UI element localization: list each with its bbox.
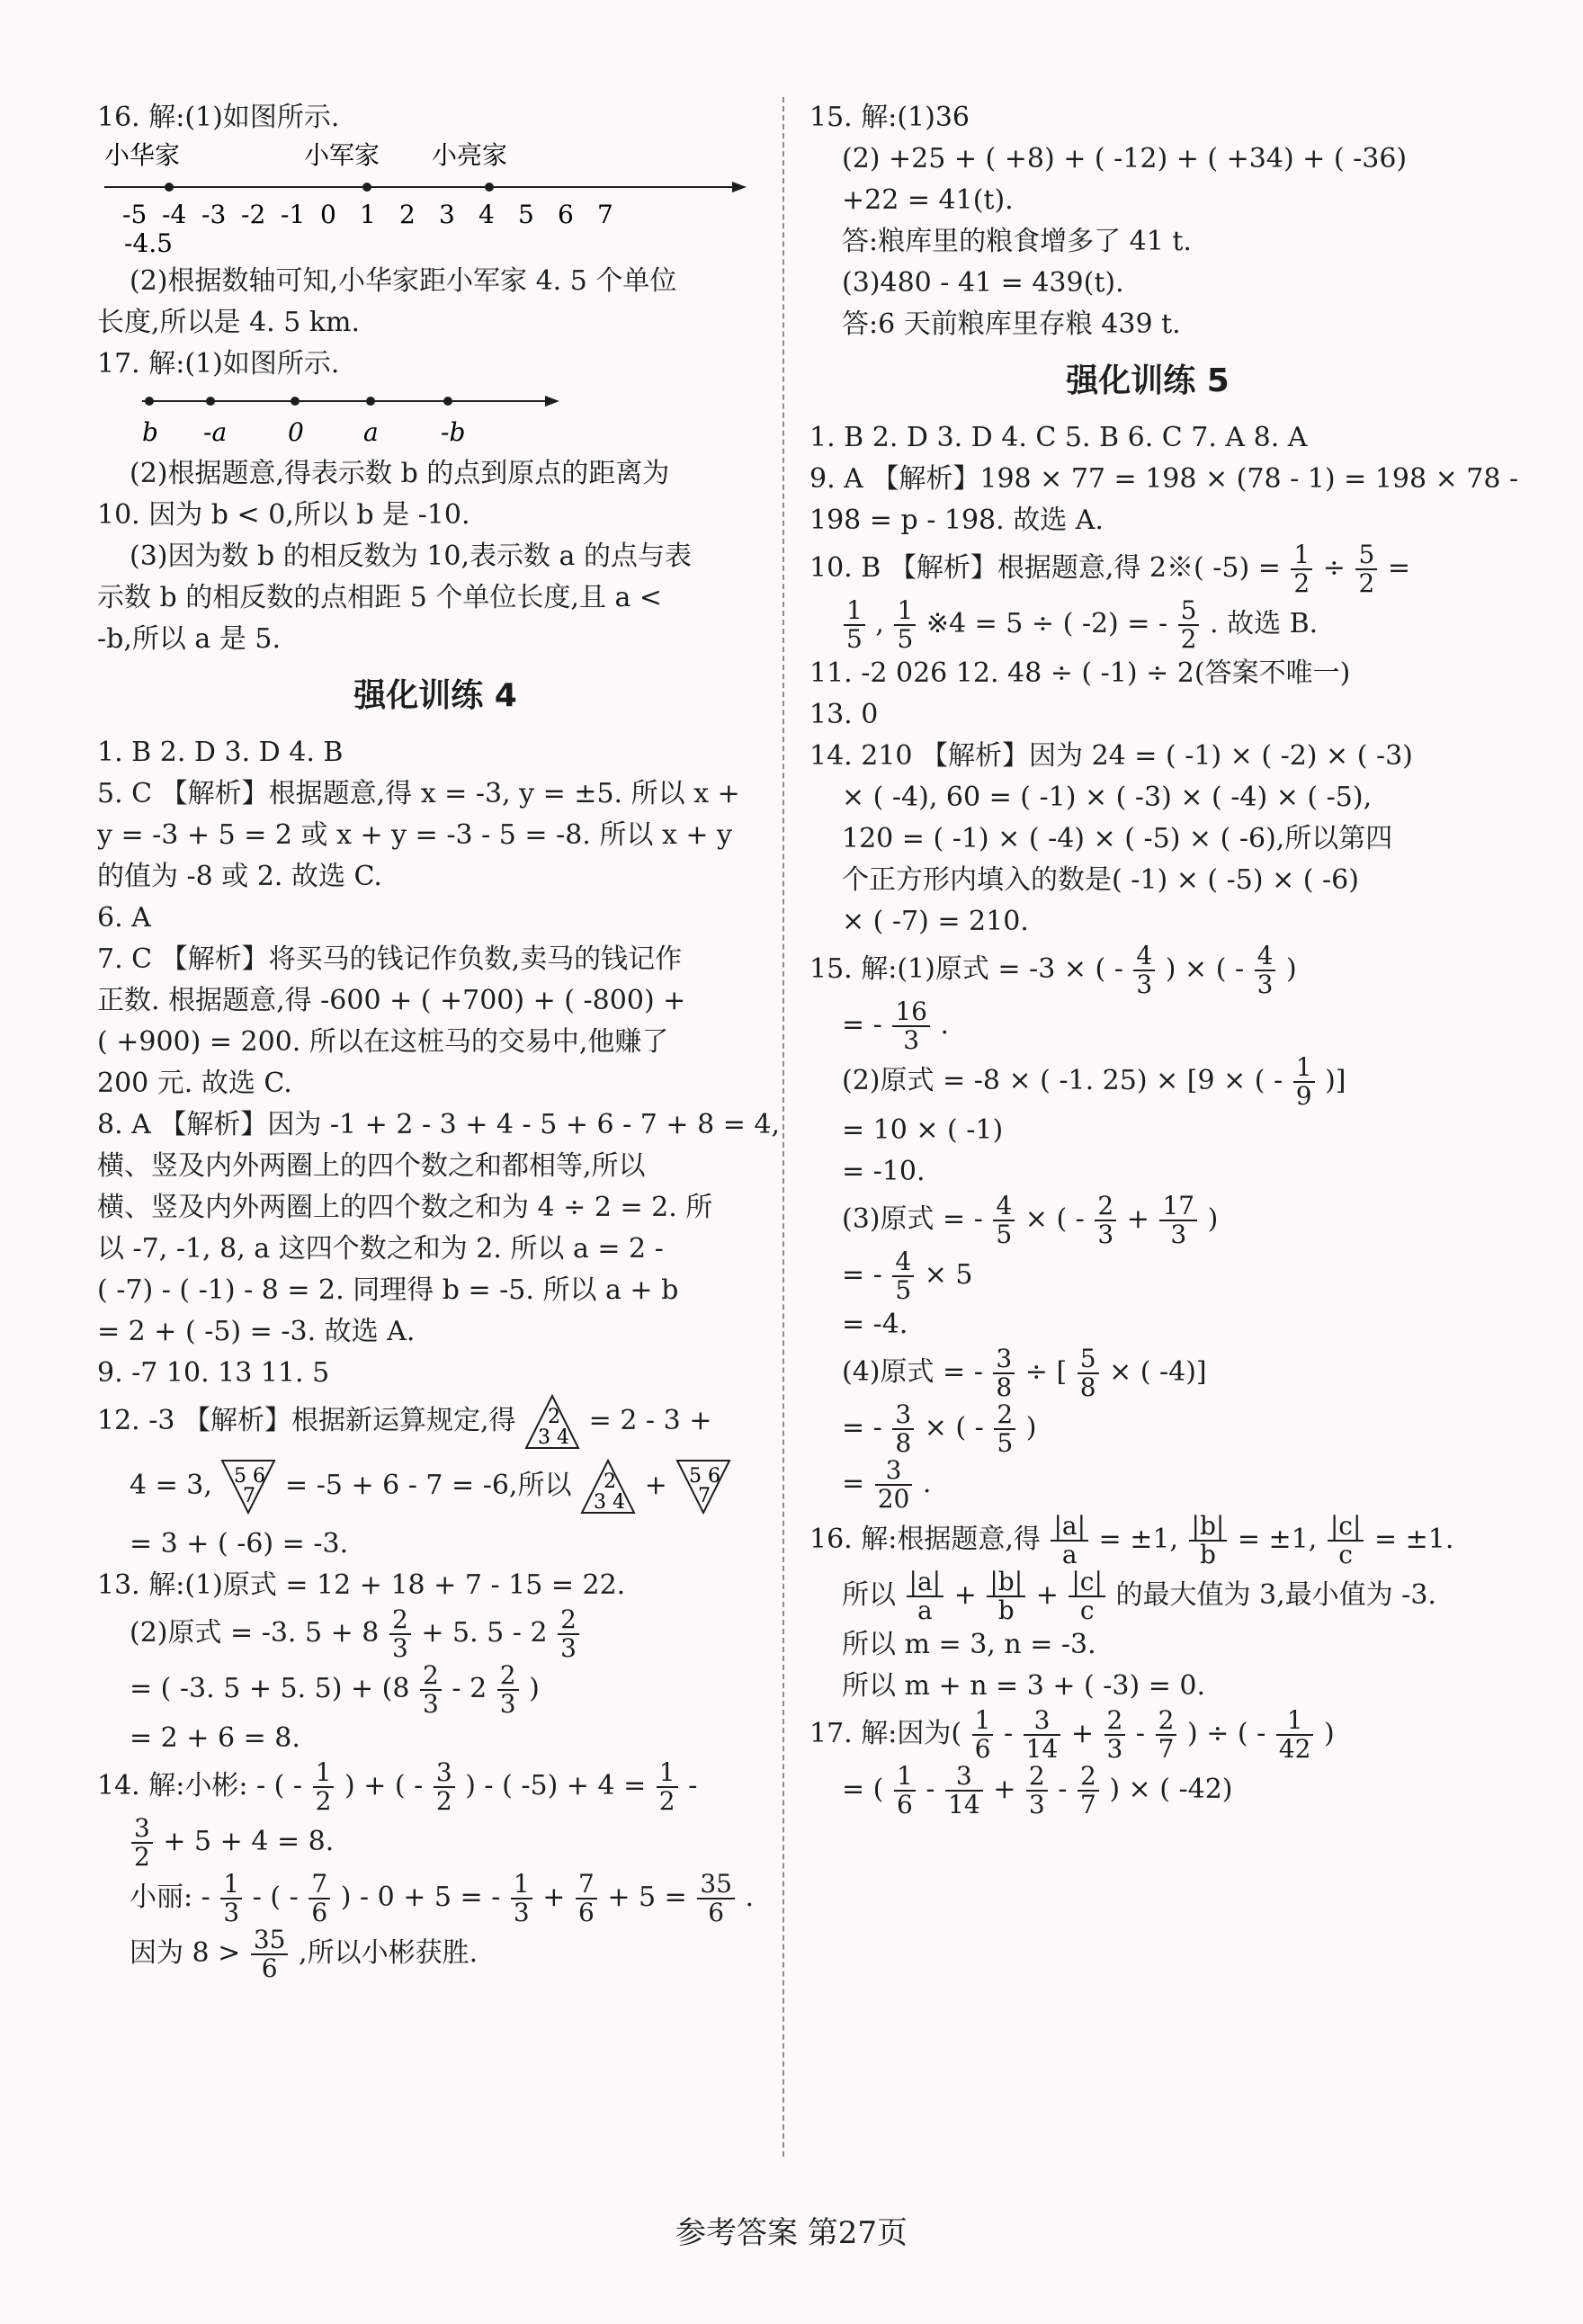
q13-l2b: + 5. 5 - 2 <box>421 1617 548 1649</box>
q15-a1: 15. 解:(1)原式 = -3 × ( - <box>809 953 1123 985</box>
fraction: $\frac{2}{3}$ <box>1105 1707 1126 1763</box>
q14-d2: ,所以小彬获胜. <box>299 1937 478 1969</box>
q13-l3c: ) <box>529 1673 540 1704</box>
fraction: $\frac{16}{3}$ <box>892 998 930 1054</box>
tri1-top: 2 <box>548 1406 561 1428</box>
right-column <box>809 97 1519 1819</box>
fraction: $\frac{1}{2}$ <box>313 1759 335 1815</box>
q15-j1: = <box>842 1468 865 1499</box>
fraction: $\frac{1}{5}$ <box>894 597 916 653</box>
axis-point-label: 0 <box>288 417 304 447</box>
tick-label: 5 <box>518 200 534 229</box>
fraction: $\frac{|c|}{c}$ <box>1069 1569 1105 1624</box>
fraction: $\frac{2}{3}$ <box>1026 1763 1048 1819</box>
label-minus-4-5: -4.5 <box>124 228 173 257</box>
s4-line: 5. C 【解析】根据题意,得 x = -3, y = ±5. 所以 x + <box>97 778 740 809</box>
q10-b: ÷ <box>1322 552 1346 584</box>
answer-12-line2 <box>97 1459 774 1524</box>
q16-b4: 的最大值为 3,最小值为 -3. <box>1115 1579 1436 1611</box>
axis-point-label: -b <box>441 417 466 447</box>
fraction: $\frac{2}{3}$ <box>1095 1193 1116 1248</box>
answer-15-line6 <box>809 1193 1486 1248</box>
s4-line: ( +900) = 200. 所以在这桩马的交易中,他赚了 <box>97 1026 669 1058</box>
q14-c2: - ( - <box>252 1882 299 1913</box>
q15-j2: . <box>922 1468 932 1499</box>
q15-i3: ) <box>1025 1412 1037 1444</box>
fraction: $\frac{|b|}{b}$ <box>987 1569 1025 1624</box>
q17-a2: - <box>1003 1718 1014 1749</box>
q14-c6: . <box>745 1882 755 1913</box>
tri1-bottom: 3 4 <box>538 1426 570 1449</box>
fraction: $\frac{35}{6}$ <box>697 1871 735 1926</box>
fraction: $\frac{7}{6}$ <box>576 1871 597 1926</box>
q14-d1: 因为 8 > <box>130 1937 241 1969</box>
fraction: $\frac{3}{20}$ <box>875 1457 913 1513</box>
q14-c3: ) - 0 + 5 = - <box>340 1882 501 1913</box>
tick-label: 2 <box>399 200 416 229</box>
fraction: $\frac{17}{3}$ <box>1159 1193 1197 1248</box>
q14-b1: + 5 + 4 = 8. <box>163 1826 335 1857</box>
fraction: $\frac{1}{6}$ <box>972 1707 994 1763</box>
axis-arrow-icon <box>732 182 747 192</box>
q15-h2: ÷ [ <box>1024 1356 1068 1388</box>
column-divider <box>783 97 784 2157</box>
answer-15-line2 <box>809 998 1486 1054</box>
q12-text2: = 2 - 3 + <box>588 1405 712 1436</box>
answer-16-line2: (2)根据数轴可知,小华家距小军家 4. 5 个单位 <box>130 265 677 297</box>
fraction: $\frac{1}{5}$ <box>844 597 865 653</box>
q16-b3: + <box>1035 1579 1059 1611</box>
q16-b2: + <box>953 1579 977 1611</box>
fraction: $\frac{|a|}{a}$ <box>907 1569 944 1624</box>
fraction: $\frac{4}{5}$ <box>892 1248 914 1304</box>
section4-lines <box>97 732 781 1394</box>
r15-line: 15. 解:(1)36 <box>809 102 970 133</box>
answer-16r-line2 <box>809 1569 1486 1624</box>
triangle-down-2 <box>675 1459 731 1515</box>
s4-line: 横、竖及内外两圈上的四个数之和为 4 ÷ 2 = 2. 所 <box>97 1192 713 1223</box>
q17-a3: + <box>1070 1718 1094 1749</box>
fraction: $\frac{3}{14}$ <box>945 1763 983 1819</box>
s4-line: 1. B 2. D 3. D 4. B <box>97 737 344 768</box>
q17-b4: - <box>1058 1774 1068 1805</box>
point-xiaohua <box>165 183 174 192</box>
fraction: $\frac{4}{5}$ <box>993 1193 1015 1248</box>
q10-f: . 故选 B. <box>1210 608 1319 639</box>
q14-c4: + <box>542 1882 566 1913</box>
r15-line: (3)480 - 41 = 439(t). <box>842 267 1124 299</box>
answer-17-line1: 17. 解:(1)如图所示. <box>97 348 340 380</box>
q16-b1: 所以 <box>842 1579 896 1611</box>
answer-16r-line1 <box>809 1513 1486 1569</box>
q17-b2: - <box>926 1774 935 1805</box>
answer-15-line8: = -4. <box>842 1309 908 1340</box>
s4-line: 正数. 根据题意,得 -600 + ( +700) + ( -800) + <box>97 985 686 1016</box>
point-xiaoliang <box>485 183 494 192</box>
q17-b5: ) × ( -42) <box>1109 1774 1233 1805</box>
s5-line: 9. A 【解析】198 × 77 = 198 × (78 - 1) = 198 × 78 - <box>809 463 1519 495</box>
tri4-bottom: 7 <box>698 1485 711 1507</box>
tick-label: 1 <box>360 200 376 229</box>
q15-a2: ) × ( - <box>1165 953 1245 985</box>
tick-label: -4 <box>162 200 187 229</box>
fraction: $\frac{3}{8}$ <box>892 1401 914 1457</box>
answer-16r-line4: 所以 m + n = 3 + ( -3) = 0. <box>842 1670 1206 1702</box>
s4-line: 横、竖及内外两圈上的四个数之和都相等,所以 <box>97 1150 646 1182</box>
s4-line: = 2 + ( -5) = -3. 故选 A. <box>97 1316 416 1347</box>
s5b-line: 个正方形内填入的数是( -1) × ( -5) × ( -6) <box>842 864 1359 896</box>
s4-line: ( -7) - ( -1) - 8 = 2. 同理得 b = -5. 所以 a + b <box>97 1274 679 1306</box>
fraction: $\frac{3}{8}$ <box>993 1345 1015 1401</box>
axis-point <box>366 397 375 406</box>
r15-line: 答:6 天前粮库里存粮 439 t. <box>842 308 1181 340</box>
q16-a3: = ±1, <box>1237 1524 1318 1555</box>
s4-line: 8. A 【解析】因为 -1 + 2 - 3 + 4 - 5 + 6 - 7 + 8 = 4, <box>97 1109 781 1140</box>
fraction: $\frac{1}{3}$ <box>511 1871 532 1926</box>
answer-13-line2 <box>97 1606 774 1662</box>
q15-c2: )] <box>1325 1065 1346 1096</box>
s4-line: 7. C 【解析】将买马的钱记作负数,卖马的钱记作 <box>97 943 683 975</box>
q14-a2: ) + ( - <box>344 1770 424 1801</box>
tick-label: 6 <box>558 200 574 229</box>
answer-13-line1: 13. 解:(1)原式 = 12 + 18 + 7 - 15 = 22. <box>97 1569 626 1601</box>
q16-a4: = ±1. <box>1373 1524 1454 1555</box>
answer-15-line3 <box>809 1054 1486 1110</box>
axis-point <box>206 397 215 406</box>
fraction: $\frac{1}{9}$ <box>1293 1054 1315 1110</box>
tri2-bottom: 7 <box>243 1485 256 1507</box>
tick-label: 7 <box>597 200 613 229</box>
s4-line: y = -3 + 5 = 2 或 x + y = -3 - 5 = -8. 所以 x + y <box>97 819 732 851</box>
triangle-up-2 <box>580 1459 636 1515</box>
q12-text1: 12. -3 【解析】根据新运算规定,得 <box>97 1405 516 1436</box>
s5b-line: × ( -4), 60 = ( -1) × ( -3) × ( -4) × ( -5), <box>842 782 1373 813</box>
q15-e2: × 5 <box>924 1259 973 1291</box>
q13-l3b: - 2 <box>452 1673 487 1704</box>
answer-16r-line3: 所以 m = 3, n = -3. <box>842 1629 1096 1660</box>
answer-10-line1 <box>809 541 1486 597</box>
fraction: $\frac{5}{8}$ <box>1078 1345 1099 1401</box>
q17-b3: + <box>993 1774 1016 1805</box>
axis-ticks <box>122 200 613 229</box>
tick-label: -5 <box>122 200 148 229</box>
fraction: $\frac{1}{2}$ <box>657 1759 678 1815</box>
fraction: $\frac{4}{3}$ <box>1255 943 1276 998</box>
axis-point <box>291 397 300 406</box>
q15-b2: . <box>940 1009 950 1041</box>
section-heading-5: 强化训练 5 <box>1066 362 1230 399</box>
q13-l3a: = ( -3. 5 + 5. 5) + (8 <box>130 1673 410 1704</box>
triangle-down-1 <box>220 1459 276 1515</box>
r15-line: +22 = 41(t). <box>842 184 1014 216</box>
r15-line: (2) +25 + ( +8) + ( -12) + ( +34) + ( -36) <box>842 143 1408 174</box>
fraction: $\frac{2}{7}$ <box>1078 1763 1099 1819</box>
s5-line: 1. B 2. D 3. D 4. C 5. B 6. C 7. A 8. A <box>809 422 1308 453</box>
q15-b1: = - <box>842 1009 882 1041</box>
answer-14-line3 <box>97 1871 774 1926</box>
answer-16-line1: 16. 解:(1)如图所示. <box>97 102 340 133</box>
fraction: $\frac{3}{2}$ <box>131 1815 153 1871</box>
q17-a4: - <box>1135 1718 1146 1749</box>
q15-a3: ) <box>1286 953 1297 985</box>
q10-e: ※4 = 5 ÷ ( -2) = - <box>926 608 1168 639</box>
answer-17-line6: -b,所以 a 是 5. <box>97 623 281 655</box>
fraction: $\frac{2}{3}$ <box>420 1662 442 1718</box>
q15-d1: (3)原式 = - <box>842 1203 983 1235</box>
q15-c1: (2)原式 = -8 × ( -1. 25) × [9 × ( - <box>842 1065 1283 1096</box>
q17-b1: = ( <box>842 1774 884 1805</box>
fraction: $\frac{1}{3}$ <box>220 1871 242 1926</box>
left-column <box>97 97 781 1983</box>
q12-text4: = -5 + 6 - 7 = -6,所以 <box>285 1470 572 1501</box>
q15-i1: = - <box>842 1412 882 1444</box>
answer-15-line11 <box>809 1457 1486 1513</box>
tri2-top: 5 6 <box>234 1465 266 1488</box>
q16-a2: = ±1, <box>1098 1524 1178 1555</box>
axis-point-label: -a <box>203 417 228 447</box>
section-heading-4: 强化训练 4 <box>353 677 517 714</box>
fraction: $\frac{3}{14}$ <box>1024 1707 1061 1763</box>
q14-a1: 14. 解:小彬: - ( - <box>97 1770 303 1801</box>
tick-label: -2 <box>241 200 266 229</box>
q17-a6: ) <box>1324 1718 1335 1749</box>
q10-d: , <box>875 608 884 639</box>
axis-point <box>443 397 452 406</box>
fraction: $\frac{|b|}{b}$ <box>1189 1513 1228 1569</box>
tick-label: -1 <box>281 200 306 229</box>
tick-label: 4 <box>478 200 495 229</box>
s4-line: 以 -7, -1, 8, a 这四个数之和为 2. 所以 a = 2 - <box>97 1233 664 1265</box>
answer-14-line2 <box>97 1815 774 1871</box>
fraction: $\frac{2}{5}$ <box>994 1401 1015 1457</box>
s5b-line: 120 = ( -1) × ( -4) × ( -5) × ( -6),所以第四 <box>842 823 1393 854</box>
fraction: $\frac{2}{3}$ <box>558 1606 579 1662</box>
axis-point-label: b <box>142 417 158 447</box>
fraction: $\frac{7}{6}$ <box>309 1871 330 1926</box>
fraction: $\frac{2}{3}$ <box>389 1606 411 1662</box>
fraction: $\frac{1}{6}$ <box>894 1763 916 1819</box>
axis-point-label: a <box>363 417 379 447</box>
fraction: $\frac{2}{7}$ <box>1156 1707 1177 1763</box>
number-line-16 <box>97 140 763 257</box>
q12-text3: 4 = 3, <box>130 1470 212 1501</box>
q10-c: = <box>1387 552 1410 584</box>
tick-label: 0 <box>320 200 336 229</box>
label-xiaojun: 小军家 <box>304 140 380 170</box>
q15-h1: (4)原式 = - <box>842 1356 983 1388</box>
tri4-top: 5 6 <box>689 1465 721 1488</box>
answer-13-line4: = 2 + 6 = 8. <box>130 1722 300 1754</box>
number-line-17 <box>97 387 763 450</box>
q15-d2: × ( - <box>1024 1203 1085 1235</box>
answer-16-line3: 长度,所以是 4. 5 km. <box>97 307 361 338</box>
fraction: $\frac{|c|}{c}$ <box>1328 1513 1364 1569</box>
q16-a1: 16. 解:根据题意,得 <box>809 1524 1041 1555</box>
answer-17-line4: (3)因为数 b 的相反数为 10,表示数 a 的点与表 <box>130 541 692 572</box>
answer-14-line4 <box>97 1926 774 1982</box>
answer-13-line3 <box>97 1662 774 1718</box>
r15-line: 答:粮库里的粮食增多了 41 t. <box>842 226 1192 257</box>
fraction: $\frac{1}{42}$ <box>1276 1707 1314 1763</box>
tick-label: 3 <box>439 200 455 229</box>
q13-l2a: (2)原式 = -3. 5 + 8 <box>130 1617 380 1649</box>
s4-line: 200 元. 故选 C. <box>97 1068 292 1099</box>
axis-points <box>142 397 465 447</box>
q15-d3: + <box>1126 1203 1149 1235</box>
answer-14-line1 <box>97 1759 774 1815</box>
s5b-line: 14. 210 【解析】因为 24 = ( -1) × ( -2) × ( -3) <box>809 740 1413 772</box>
q15-h3: × ( -4)] <box>1109 1356 1207 1388</box>
answer-15-line4: = 10 × ( -1) <box>842 1114 1004 1146</box>
q14-c1: 小丽: - <box>130 1882 210 1913</box>
fraction: $\frac{5}{2}$ <box>1355 541 1377 597</box>
answer-17r-line1 <box>809 1707 1486 1763</box>
s5-line: 198 = p - 198. 故选 A. <box>809 505 1104 536</box>
q14-c5: + 5 = <box>607 1882 687 1913</box>
answer-15-line7 <box>809 1248 1486 1304</box>
q15-e1: = - <box>842 1259 882 1291</box>
answer-17-line2: (2)根据题意,得表示数 b 的点到原点的距离为 <box>130 458 670 489</box>
fraction: $\frac{1}{2}$ <box>1291 541 1312 597</box>
tri3-top: 2 <box>604 1470 617 1493</box>
q14-a4: - <box>688 1770 698 1801</box>
q15-d4: ) <box>1207 1203 1219 1235</box>
tick-label: -3 <box>201 200 227 229</box>
q14-a3: ) - ( -5) + 4 = <box>465 1770 647 1801</box>
q17-a1: 17. 解:因为( <box>809 1718 962 1749</box>
fraction: $\frac{3}{2}$ <box>434 1759 455 1815</box>
s5b-line: × ( -7) = 210. <box>842 906 1029 937</box>
fraction: $\frac{|a|}{a}$ <box>1051 1513 1088 1569</box>
s4-line: 6. A <box>97 902 151 934</box>
s5b-line: 13. 0 <box>809 699 879 730</box>
fraction: $\frac{5}{2}$ <box>1178 597 1200 653</box>
s4-line: 9. -7 10. 13 11. 5 <box>97 1357 330 1389</box>
axis-arrow-icon <box>545 396 559 407</box>
q17-a5: ) ÷ ( - <box>1186 1718 1266 1749</box>
answer-15-line10 <box>809 1401 1486 1457</box>
answer-15-line5: = -10. <box>842 1156 926 1187</box>
label-xiaohua: 小华家 <box>104 140 181 170</box>
q15-i2: × ( - <box>924 1412 984 1444</box>
answer-17-line5: 示数 b 的相反数的点相距 5 个单位长度,且 a < <box>97 582 663 613</box>
answer-15-line1 <box>809 943 1486 998</box>
answer-17-line3: 10. 因为 b < 0,所以 b 是 -10. <box>97 499 470 531</box>
s5b-line: 11. -2 026 12. 48 ÷ ( -1) ÷ 2(答案不唯一) <box>809 657 1351 689</box>
point-xiaojun <box>362 183 371 192</box>
answer-15-line9 <box>809 1345 1486 1401</box>
fraction: $\frac{4}{3}$ <box>1133 943 1155 998</box>
fraction: $\frac{35}{6}$ <box>251 1926 289 1982</box>
answer-12-line3: = 3 + ( -6) = -3. <box>130 1528 349 1560</box>
label-xiaoliang: 小亮家 <box>432 140 508 170</box>
tri3-bottom: 3 4 <box>594 1491 626 1514</box>
q12-text5: + <box>644 1470 667 1501</box>
answer-17r-line2 <box>809 1763 1486 1819</box>
axis-point <box>145 397 154 406</box>
answer-10-line2 <box>809 597 1486 653</box>
q10-a: 10. B 【解析】根据题意,得 2※( -5) = <box>809 552 1281 584</box>
triangle-up-1 <box>524 1394 580 1450</box>
s4-line: 的值为 -8 或 2. 故选 C. <box>97 861 382 892</box>
answer-12-line1 <box>97 1394 774 1459</box>
page-footer: 参考答案 第27页 <box>675 2215 908 2251</box>
fraction: $\frac{2}{3}$ <box>497 1662 519 1718</box>
